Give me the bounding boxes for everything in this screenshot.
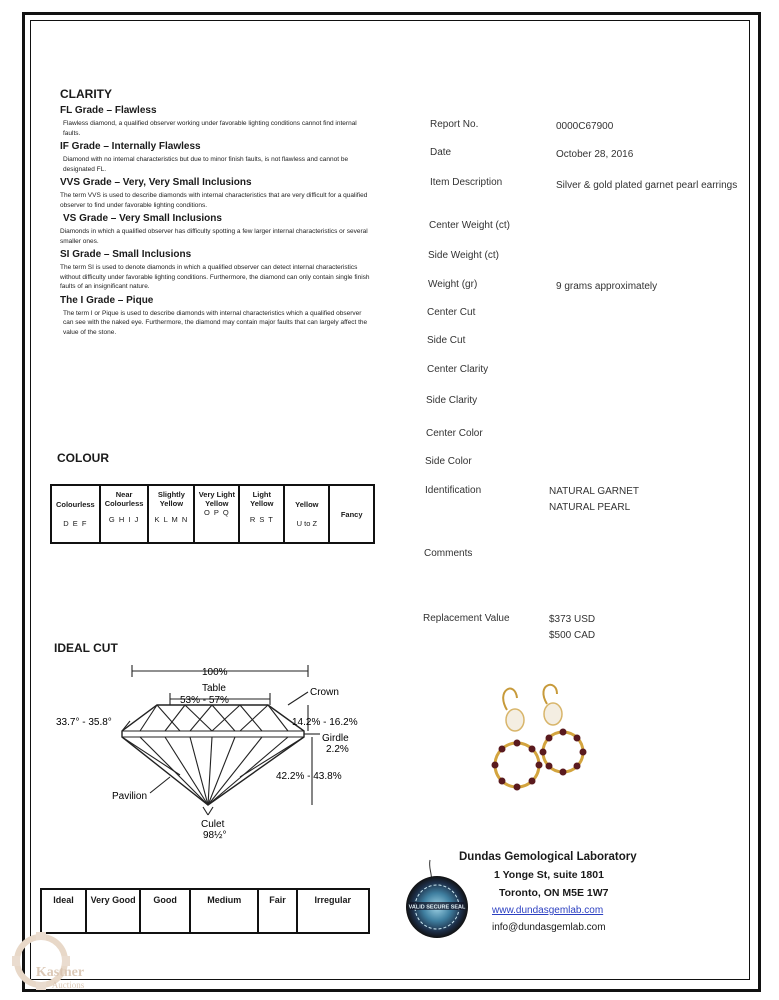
clarity-grade-vvs [60,177,370,210]
colour-header: Slightly Yellow [157,490,185,508]
pavilion-depth-label: 42.2% - 43.8% [276,771,342,782]
report-no-label: Report No. [430,119,479,130]
auction-watermark-logo [8,928,103,994]
grade-text: The term I or Pique is used to describe diamonds with internal characteristics which a qualified observer can see with the naked eye. Furthermore, the diamond may contain major faults that can largely affect the value of the stone. [63,309,368,336]
replacement-value-cad: $500 CAD [549,630,596,641]
cut-grade-fair: Fair [258,889,296,933]
grade-text: The term VVS is used to describe diamonds with internal characteristics that are very difficult for a qualified observer to find under favorable lighting conditions. [60,192,368,209]
cut-grade-irregular: Irregular [297,889,369,933]
seal-text: VALID SECURE SEAL [408,904,466,911]
grade-text: The term SI is used to denote diamonds in which a qualified observer can detect internal characteristics without difficulty under favorable lighting conditions. Furthermore, the diamond can only contain single finish faults of an insignificant nature. [60,264,370,290]
clarity-grade-if [60,141,370,174]
clarity-grade-fl [60,105,370,138]
cut-grade-good: Good [140,889,190,933]
colour-cell [284,485,329,543]
colour-cell [194,485,239,543]
ideal-cut-title: IDEAL CUT [54,641,118,655]
center-cut-label: Center Cut [427,307,476,318]
side-clarity-label: Side Clarity [426,395,478,406]
cut-grade-very-good: Very Good [86,889,140,933]
clarity-grade-i [60,295,370,338]
colour-value: U to Z [296,519,318,528]
lab-website-link[interactable]: www.dundasgemlab.com [492,905,604,916]
clarity-grades [60,105,370,340]
colour-value: R S T [249,515,274,524]
cut-grade-medium: Medium [190,889,258,933]
colour-cell [100,485,149,543]
crown-label: Crown [310,687,339,698]
grade-heading: FL Grade – Flawless [60,105,157,116]
pavilion-label: Pavilion [112,791,148,802]
colour-header: Near Colourless [104,490,144,508]
colour-cell [51,485,100,543]
lab-name: Dundas Gemological Laboratory [459,851,637,863]
colour-cell [239,485,284,543]
crown-height-label: 14.2% - 16.2% [292,717,358,728]
girdle-pct-label: 2.2% [326,744,349,755]
colour-header: Colourless [55,500,95,509]
colour-value: G H I J [108,515,140,524]
grade-heading: IF Grade – Internally Flawless [60,141,201,152]
comments-label: Comments [424,548,473,559]
clarity-title: CLARITY [60,87,112,101]
hologram-seal-icon [400,855,475,945]
item-description-label: Item Description [430,177,503,188]
grade-text: Diamonds in which a qualified observer has difficulty spotting a few larger internal characteristics or several smaller ones. [60,228,368,245]
colour-header: Very Light Yellow [198,490,235,508]
table-pct-label: 53% - 57% [180,695,229,706]
culet-pct-label: 98½° [203,830,227,841]
crown-angle-label: 33.7° - 35.8° [56,717,112,728]
grade-heading: The I Grade – Pique [60,294,154,306]
replacement-value-usd: $373 USD [549,614,596,625]
colour-value: O P Q [203,508,230,517]
grade-heading: SI Grade – Small Inclusions [60,249,192,260]
colour-header: Fancy [340,509,363,519]
identification-value-1: NATURAL GARNET [549,486,640,497]
width-label: 100% [202,667,228,678]
side-cut-label: Side Cut [427,335,466,346]
lab-address-line-2: Toronto, ON M5E 1W7 [499,887,609,899]
center-clarity-label: Center Clarity [427,364,489,375]
grade-text: Diamond with no internal characteristics but due to minor finish faults, is not flawless and cannot be designated FL. [63,156,349,173]
weight-label: Weight (gr) [428,279,478,290]
date-label: Date [430,147,452,158]
identification-value-2: NATURAL PEARL [549,502,631,513]
clarity-grade-vs [60,213,370,246]
date-value: October 28, 2016 [556,149,634,160]
svg-text:Auctions: Auctions [51,980,85,990]
colour-value: D E F [63,519,88,528]
colour-header: Yellow [295,500,319,509]
girdle-label: Girdle [322,733,349,744]
colour-title: COLOUR [57,451,109,465]
colour-header: Light Yellow [250,490,274,508]
identification-label: Identification [425,485,482,496]
side-color-label: Side Color [425,456,472,467]
cut-grade-ideal: Ideal [41,889,86,933]
report-no-value: 0000C67900 [556,121,614,132]
lab-address-line-1: 1 Yonge St, suite 1801 [494,869,604,881]
weight-value: 9 grams approximately [556,281,658,292]
grade-heading: VS Grade – Very Small Inclusions [63,213,222,224]
table-label: Table [202,683,226,694]
replacement-value-label: Replacement Value [423,613,510,624]
side-weight-label: Side Weight (ct) [428,250,499,261]
center-color-label: Center Color [426,428,483,439]
grade-text: Flawless diamond, a qualified observer working under favorable lighting conditions cannot find internal faults. [63,120,357,137]
clarity-grade-si [60,249,370,292]
colour-cell [329,485,374,543]
colour-value: K L M N [154,515,189,524]
colour-cell [148,485,194,543]
ideal-cut-diagram [40,655,390,845]
item-description-value: Silver & gold plated garnet pearl earrings [556,180,738,191]
grade-heading: VVS Grade – Very, Very Small Inclusions [60,177,252,188]
svg-text:Kastner: Kastner [35,965,85,980]
lab-email: info@dundasgemlab.com [492,922,606,933]
earrings-photo [485,680,605,820]
center-weight-label: Center Weight (ct) [429,220,510,231]
culet-label: Culet [201,819,225,830]
colour-scale-table [50,484,375,544]
